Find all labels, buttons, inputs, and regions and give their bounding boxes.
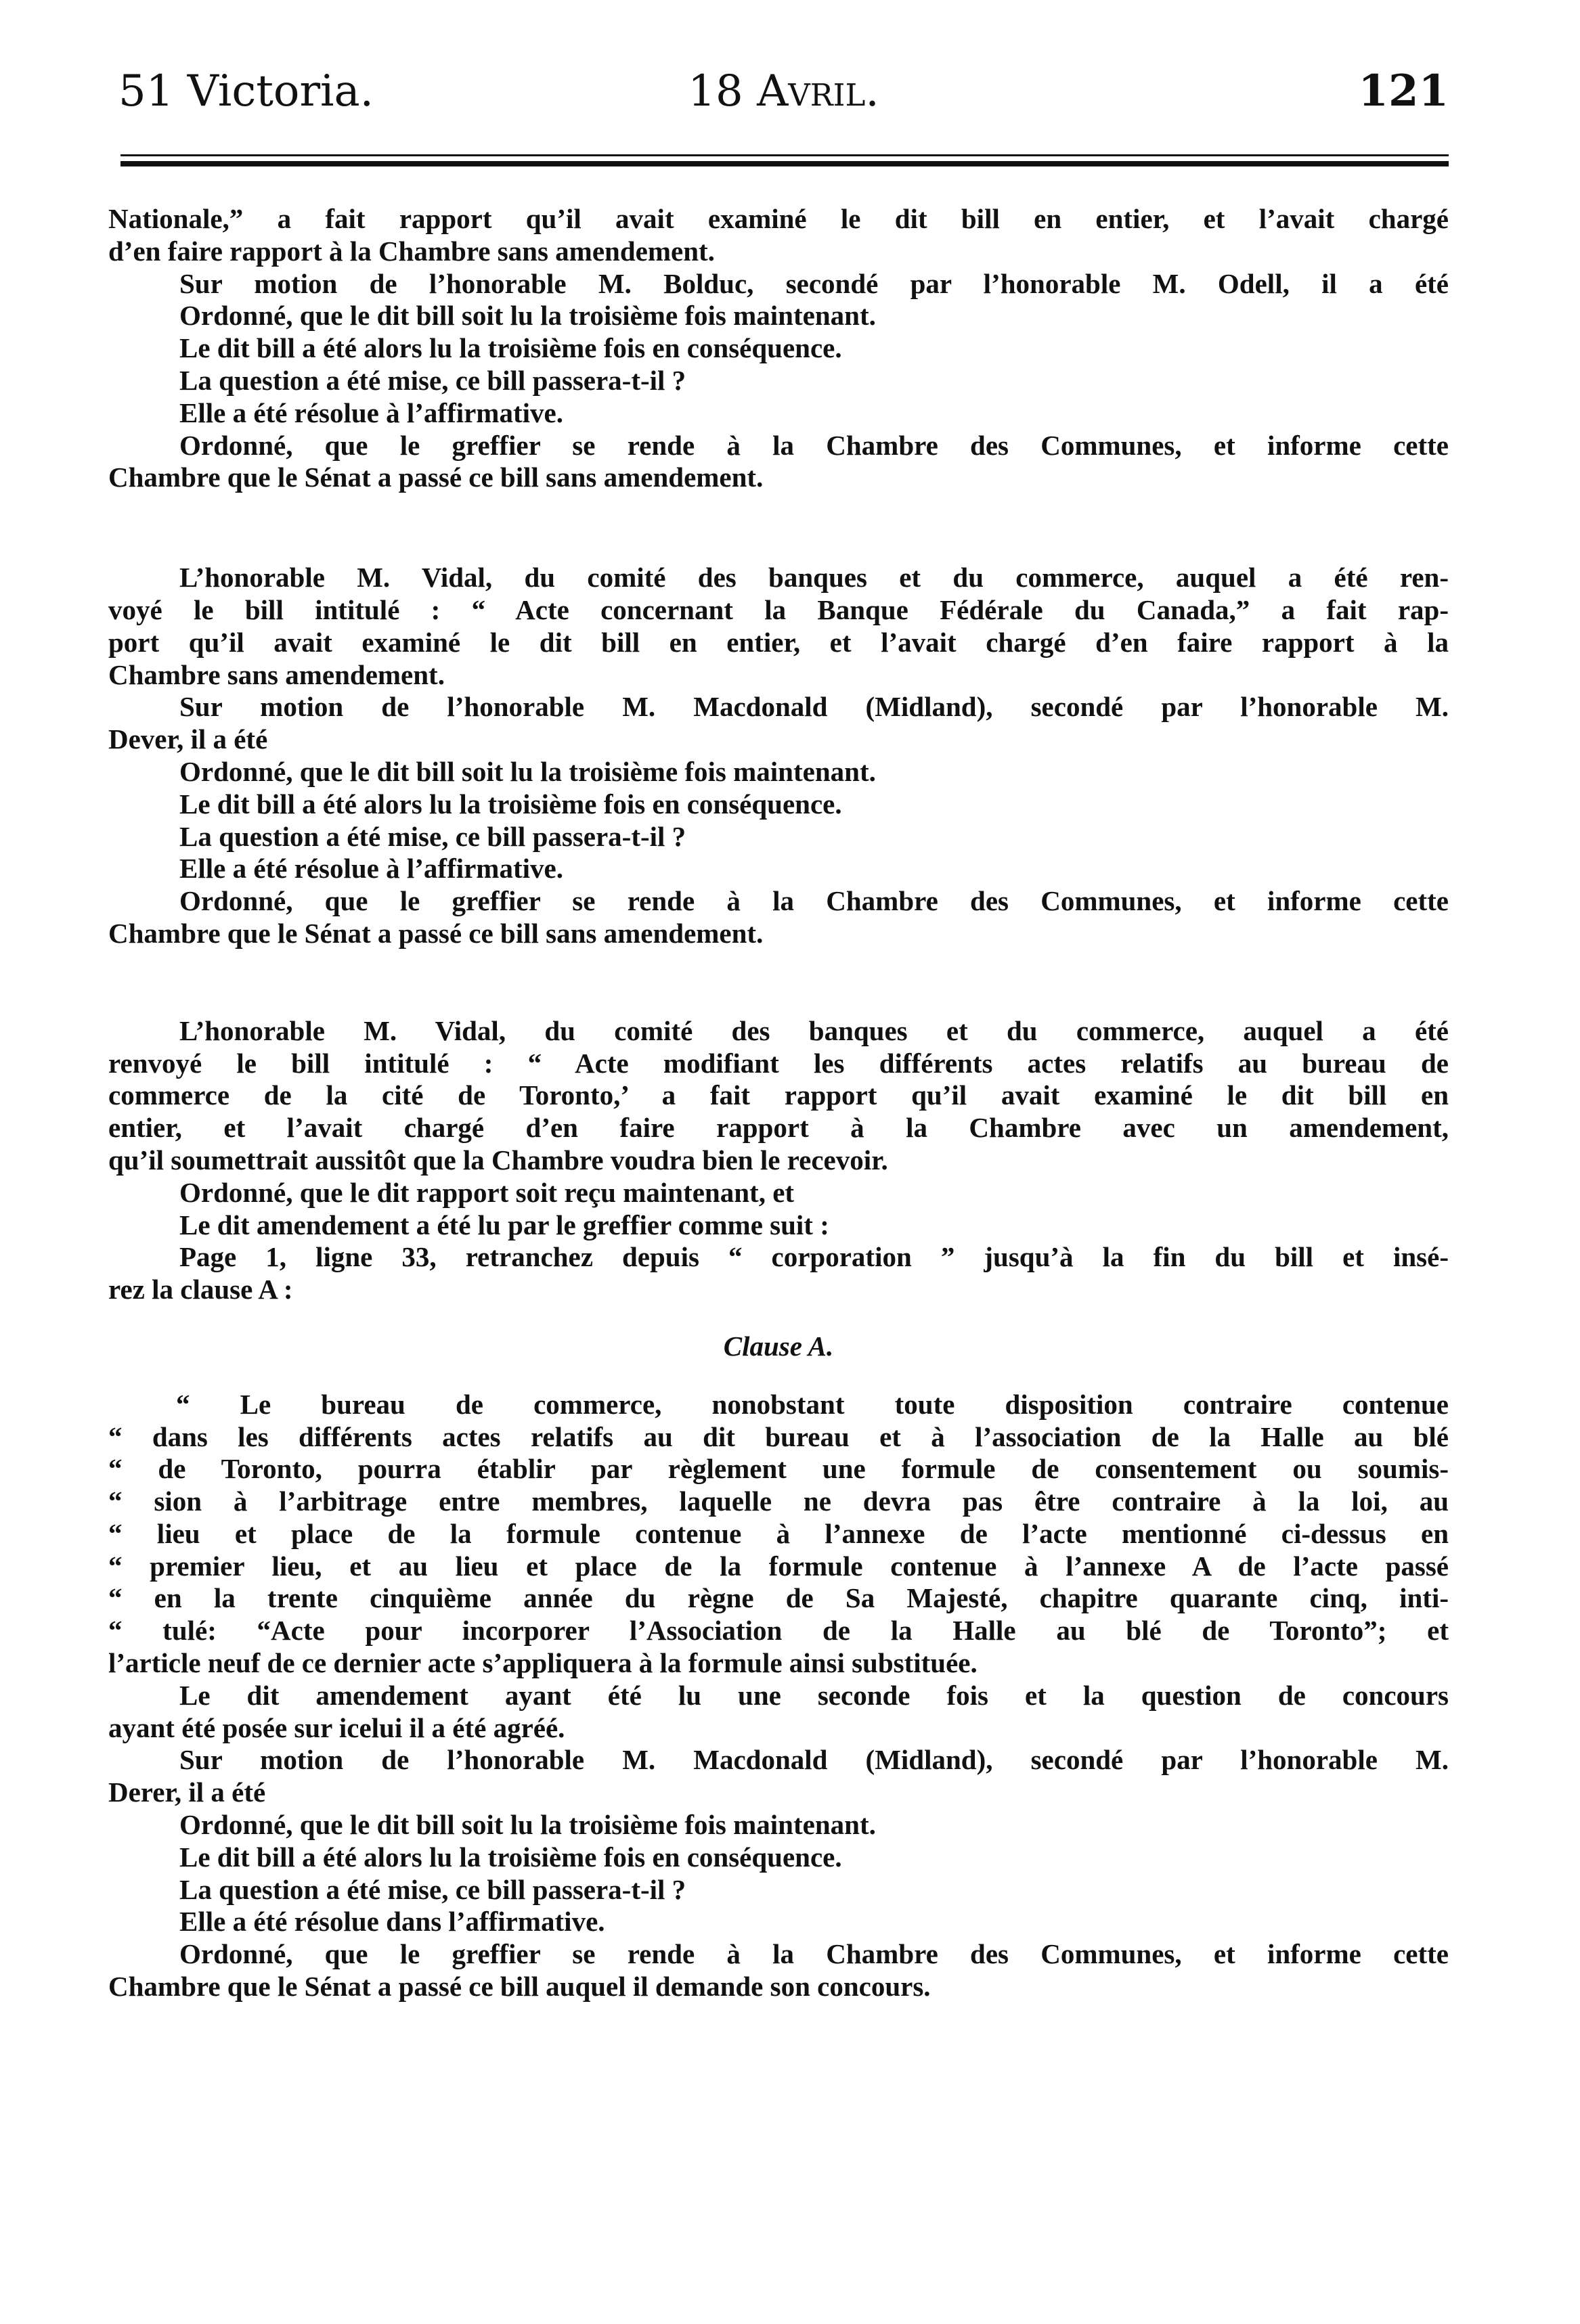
text-line: Sur motion de l’honorable M. Macdonald (Midland), secondé par l’honorable M. (179, 1744, 1449, 1776)
text-line: Le dit bill a été alors lu la troisième fois en conséquence. (179, 1841, 842, 1873)
text-line: La question a été mise, ce bill passera-t-il ? (179, 820, 686, 852)
text-line: Ordonné, que le greffier se rende à la Chambre des Communes, et informe cette (179, 429, 1449, 461)
text-line: Elle a été résolue à l’affirmative. (179, 397, 563, 428)
text-line: rez la clause A : (108, 1274, 293, 1305)
text-line: “ en la trente cinquième année du règne de Sa Majesté, chapitre quarante cinq, inti- (108, 1582, 1449, 1614)
text-line: Page 1, ligne 33, retranchez depuis “ corporation ” jusqu’à la fin du bill et insé- (179, 1241, 1449, 1273)
text-line: Chambre que le Sénat a passé ce bill sans amendement. (108, 917, 764, 949)
header-session: 51 Victoria. (118, 66, 374, 116)
text-line: Le dit bill a été alors lu la troisième fois en conséquence. (179, 332, 842, 364)
text-line: “ de Toronto, pourra établir par règlement une formule de consentement ou soumis- (108, 1453, 1449, 1485)
page-number: 121 (1358, 66, 1449, 116)
text-line: “ lieu et place de la formule contenue à l’annexe de l’acte mentionné ci-dessus en (108, 1517, 1449, 1549)
running-header (118, 64, 1449, 118)
text-line: Ordonné, que le greffier se rende à la Chambre des Communes, et informe cette (179, 885, 1449, 917)
paragraph-group-banque-federale (108, 562, 1449, 950)
text-line: Ordonné, que le dit bill soit lu la troisième fois maintenant. (179, 1809, 876, 1841)
text-line: Le dit amendement a été lu par le greffier comme suit : (179, 1209, 829, 1241)
text-line: La question a été mise, ce bill passera-t-il ? (179, 1873, 686, 1905)
text-line: port qu’il avait examiné le dit bill en entier, et l’avait chargé d’en faire rapport à la (108, 626, 1449, 658)
text-line: “ tulé: “Acte pour incorporer l’Association de la Halle au blé de Toronto”; et (108, 1615, 1449, 1647)
text-line: Ordonné, que le dit rapport soit reçu maintenant, et (179, 1176, 795, 1208)
paragraph-group-closing (108, 1680, 1449, 2003)
text-line: commerce de la cité de Toronto,’ a fait rapport qu’il avait examiné le dit bill en (108, 1079, 1449, 1111)
text-line: entier, et l’avait chargé d’en faire rapport à la Chambre avec un amendement, (108, 1112, 1449, 1144)
text-line: renvoyé le bill intitulé : “ Acte modifiant les différents actes relatifs au bureau de (108, 1047, 1449, 1079)
header-rule-thick (120, 161, 1449, 166)
text-line: Chambre que le Sénat a passé ce bill sans amendement. (108, 462, 764, 493)
text-line: L’honorable M. Vidal, du comité des banques et du commerce, auquel a été ren- (179, 562, 1449, 594)
text-line: “ premier lieu, et au lieu et place de la formule contenue à l’annexe A de l’acte passé (108, 1550, 1449, 1582)
text-line: “ Le bureau de commerce, nonobstant toute disposition contraire contenue (176, 1388, 1449, 1420)
section-spacer (108, 494, 1449, 562)
text-line: Le dit bill a été alors lu la troisième fois en conséquence. (179, 788, 842, 820)
text-line: qu’il soumettrait aussitôt que la Chambre voudra bien le recevoir. (108, 1144, 888, 1176)
text-line: Le dit amendement ayant été lu une seconde fois et la question de concours (179, 1679, 1449, 1711)
page-body (108, 203, 1449, 2003)
text-line: voyé le bill intitulé : “ Acte concernant la Banque Fédérale du Canada,” a fait rap- (108, 594, 1449, 625)
text-line: Nationale,” a fait rapport qu’il avait examiné le dit bill en entier, et l’avait chargé (108, 203, 1449, 234)
header-rule-thin (120, 154, 1449, 156)
section-spacer (108, 950, 1449, 1015)
text-line: Chambre sans amendement. (108, 658, 445, 690)
text-line: Sur motion de l’honorable M. Macdonald (Midland), secondé par l’honorable M. (179, 691, 1449, 723)
text-line: Ordonné, que le dit bill soit lu la troisième fois maintenant. (179, 755, 876, 787)
paragraph-group-bureau-commerce (108, 1015, 1449, 1306)
text-line: “ sion à l’arbitrage entre membres, laquelle ne devra pas être contraire à la loi, au (108, 1485, 1449, 1517)
text-line: Elle a été résolue à l’affirmative. (179, 853, 563, 885)
text-line: La question a été mise, ce bill passera-t-il ? (179, 364, 686, 396)
text-line: L’honorable M. Vidal, du comité des banques et du commerce, auquel a été (179, 1014, 1449, 1046)
clause-heading: Clause A. (723, 1330, 834, 1362)
clause-a-text (108, 1389, 1449, 1680)
text-line: d’en faire rapport à la Chambre sans amendement. (108, 235, 715, 267)
text-line: Ordonné, que le dit bill soit lu la troisième fois maintenant. (179, 300, 876, 332)
header-date: 18 Avril. (688, 66, 879, 116)
paragraph-group-bolduc-motion (108, 203, 1449, 494)
text-line: Dever, il a été (108, 723, 268, 755)
text-line: Sur motion de l’honorable M. Bolduc, secondé par l’honorable M. Odell, il a été (179, 267, 1449, 299)
text-line: Chambre que le Sénat a passé ce bill auquel il demande son concours. (108, 1971, 931, 2003)
text-line: Elle a été résolue dans l’affirmative. (179, 1906, 605, 1938)
text-line: Derer, il a été (108, 1776, 266, 1808)
text-line: l’article neuf de ce dernier acte s’appliquera à la formule ainsi substituée. (108, 1647, 978, 1679)
text-line: ayant été posée sur icelui il a été agréé. (108, 1712, 565, 1743)
text-line: “ dans les différents actes relatifs au dit bureau et à l’association de la Halle au blé (108, 1421, 1449, 1452)
text-line: Ordonné, que le greffier se rende à la Chambre des Communes, et informe cette (179, 1938, 1449, 1970)
